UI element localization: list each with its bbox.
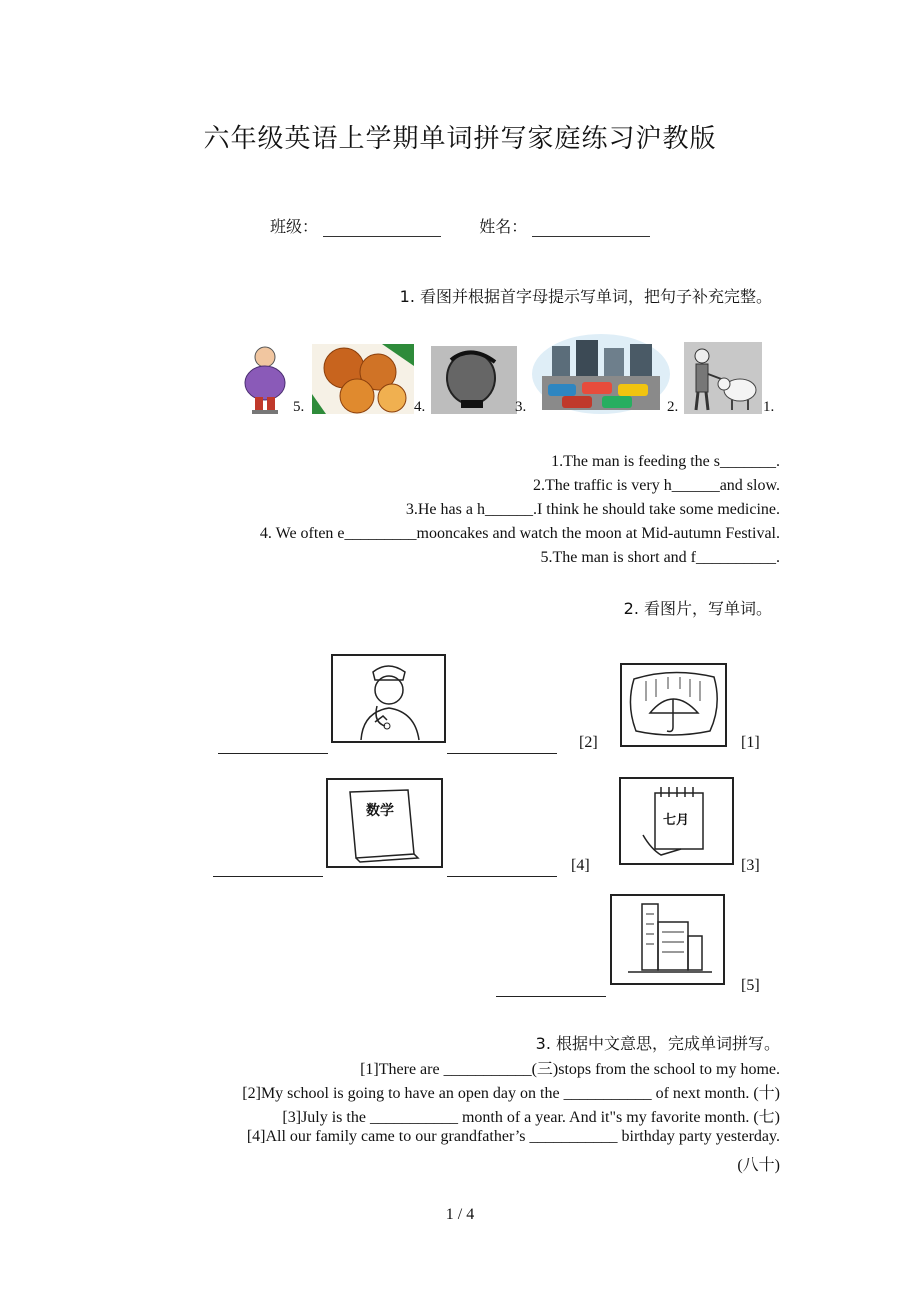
picture-number-4: 4. <box>414 399 426 415</box>
label-4: [4] <box>571 857 590 874</box>
picture-number-3: 3. <box>515 399 527 415</box>
answer-blank-2-left[interactable] <box>218 752 328 754</box>
student-info-row <box>270 214 650 237</box>
math-book-picture-frame <box>326 778 443 868</box>
item-4-hint: (八十) <box>737 1157 780 1174</box>
picture-number-5: 5. <box>293 399 305 415</box>
answer-blank-4[interactable] <box>447 875 557 877</box>
class-label: 班级： <box>270 217 319 236</box>
item-4: [4]All our family came to our grandfather’s ___________ birthday party yesterday. <box>246 1128 780 1145</box>
item-3: [3]July is the ___________ month of a year. And it"s my favorite month. (七) <box>282 1109 780 1126</box>
man-feeding-sheep-image <box>684 342 762 414</box>
answer-blank-4-left[interactable] <box>213 875 323 877</box>
page-number: 1 / 4 <box>445 1206 475 1223</box>
label-3: [3] <box>741 857 760 874</box>
answer-blank-5[interactable] <box>496 995 606 997</box>
sentence-3: 3.He has a h______.I think he should take some medicine. <box>405 501 780 518</box>
page-title: 六年级英语上学期单词拼写家庭练习沪教版 <box>203 124 717 154</box>
headache-man-image <box>431 346 517 414</box>
doctor-picture-frame <box>331 654 446 743</box>
section2-heading: 2. 看图片，写单词。 <box>623 599 772 618</box>
label-1: [1] <box>741 734 760 751</box>
name-label: 姓名： <box>479 217 528 236</box>
mooncakes-image <box>312 344 414 414</box>
class-blank[interactable] <box>323 218 441 237</box>
sentence-1: 1.The man is feeding the s_______. <box>551 453 780 470</box>
umbrella-picture-frame <box>620 663 727 747</box>
building-picture-frame <box>610 894 725 985</box>
item-1: [1]There are ___________(三)stops from the school to my home. <box>360 1061 780 1078</box>
sentence-2: 2.The traffic is very h______and slow. <box>532 477 780 494</box>
section3-heading: 3. 根据中文意思，完成单词拼写。 <box>535 1034 780 1053</box>
book-icon <box>328 780 441 866</box>
calendar-picture-frame <box>619 777 734 865</box>
calendar-month-text: 七月 <box>663 813 690 828</box>
doctor-icon <box>333 656 444 741</box>
book-cover-text: 数学 <box>366 803 394 819</box>
umbrella-rain-icon <box>622 665 725 745</box>
answer-blank-2[interactable] <box>447 752 557 754</box>
sentence-4: 4. We often e_________mooncakes and watch the moon at Mid-autumn Festival. <box>259 525 780 542</box>
fat-man-image <box>240 343 290 415</box>
label-2: [2] <box>579 734 598 751</box>
label-5: [5] <box>741 977 760 994</box>
item-2: [2]My school is going to have an open day on the ___________ of next month. (十) <box>242 1085 780 1102</box>
picture-number-1: 1. <box>763 399 775 415</box>
traffic-jam-image <box>532 334 670 414</box>
picture-number-2: 2. <box>667 399 679 415</box>
section1-heading: 1. 看图并根据首字母提示写单词，把句子补充完整。 <box>399 287 772 306</box>
hospital-building-icon <box>612 896 723 983</box>
sentence-5: 5.The man is short and f__________. <box>540 549 780 566</box>
name-blank[interactable] <box>532 218 650 237</box>
